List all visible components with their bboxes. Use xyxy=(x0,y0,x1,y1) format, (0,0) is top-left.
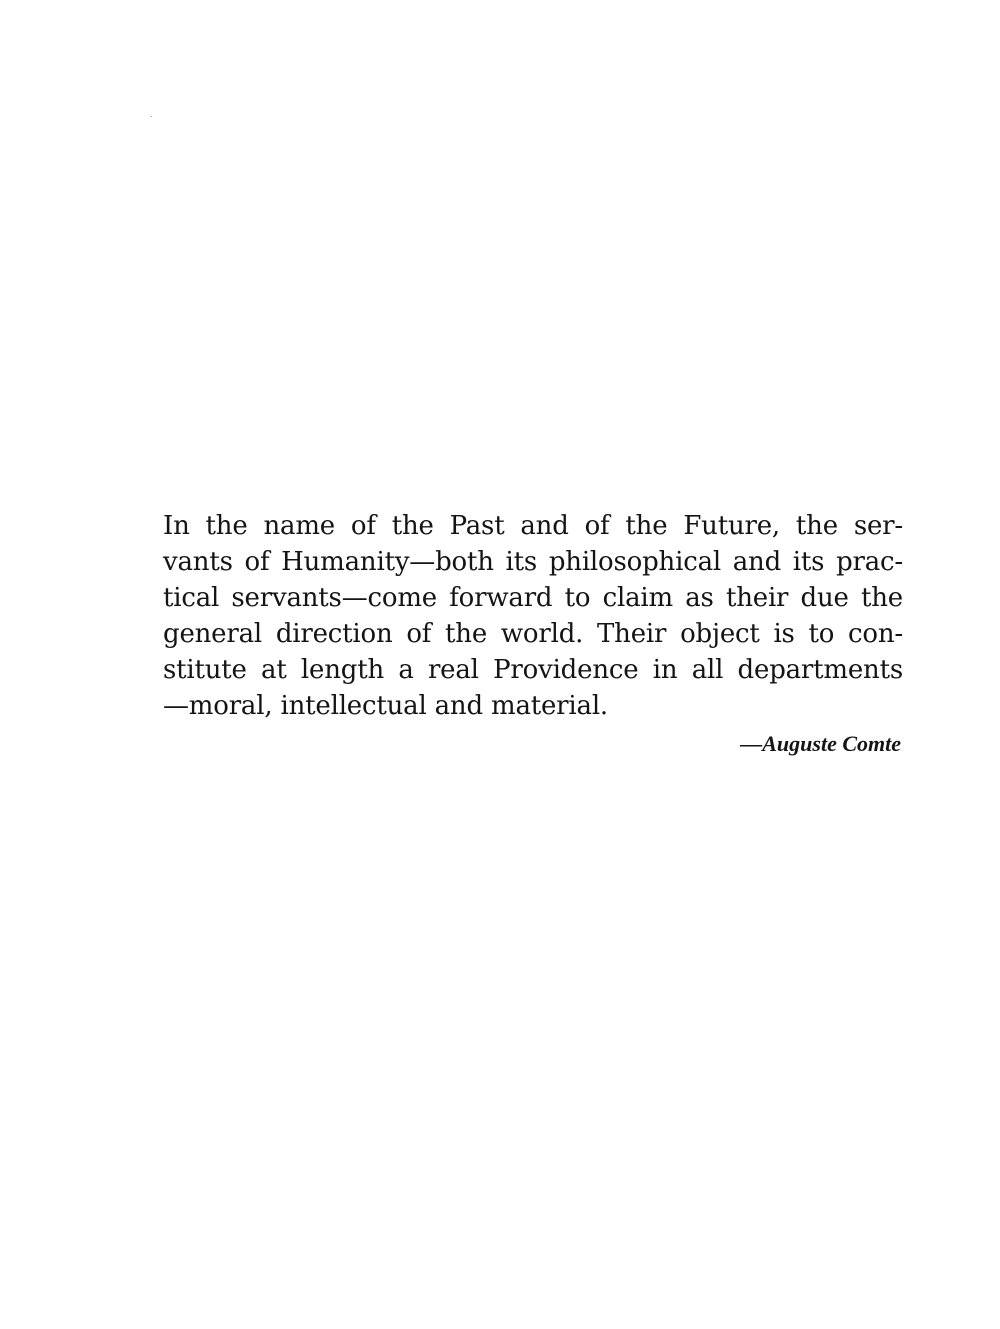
epigraph-line: general direction of the world. Their object is to con- xyxy=(163,619,903,649)
epigraph-attribution: —Auguste Comte xyxy=(740,731,901,756)
epigraph-line: tical servants—come forward to claim as their due the xyxy=(163,583,903,613)
scan-speck xyxy=(151,116,152,117)
epigraph-line: In the name of the Past and of the Future, the ser- xyxy=(163,511,903,541)
epigraph-line: vants of Humanity—both its philosophical and its prac- xyxy=(163,547,903,577)
epigraph-line: stitute at length a real Providence in all departments xyxy=(163,655,903,685)
epigraph xyxy=(163,508,903,764)
epigraph-line: —moral, intellectual and material. xyxy=(163,691,609,721)
